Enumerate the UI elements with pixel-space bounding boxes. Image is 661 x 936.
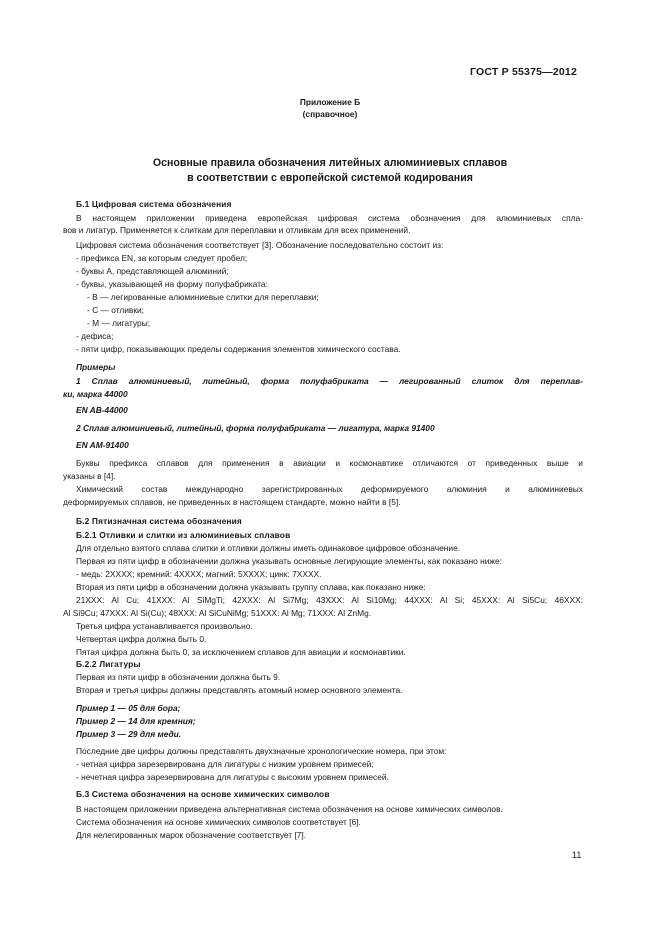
- section-heading-b2: Б.2 Пятизначная система обозначения: [76, 516, 242, 526]
- list-item: - В — легированные алюминиевые слитки для переплавки;: [87, 292, 319, 302]
- paragraph-line: вов и лигатур. Применяется к слиткам для переплавки и отливкам для всех применений.: [63, 225, 411, 235]
- paragraph-line: Система обозначения на основе химических символов соответствует [6].: [76, 817, 361, 827]
- paragraph-line: Четвертая цифра должна быть 0.: [76, 634, 207, 644]
- paragraph-line: Первая из пяти цифр в обозначении должна быть 9.: [76, 672, 281, 682]
- list-item: - М — лигатуры;: [87, 318, 151, 328]
- list-item: - дефиса;: [76, 331, 114, 341]
- paragraph-line: Химический состав международно зарегистрированных деформируемого алюминия и алюминиевых: [76, 484, 583, 494]
- list-item: - четная цифра зарезервирована для лигатуры с низким уровнем примесей;: [76, 759, 374, 769]
- paragraph-line: Цифровая система обозначения соответствует [3]. Обозначение последовательно состоит из:: [76, 240, 444, 250]
- subsection-heading-b2-2: Б.2.2 Лигатуры: [76, 659, 141, 669]
- appendix-kind: (справочное): [302, 109, 358, 119]
- page-number: 11: [572, 850, 582, 860]
- paragraph-line: деформируемых сплавов, не приведенных в настоящем стандарте, можно найти в [5].: [63, 497, 401, 507]
- example-line: ки, марка 44000: [63, 389, 128, 399]
- paragraph-line: Третья цифра устанавливается произвольно.: [76, 621, 253, 631]
- list-item: - нечетная цифра зарезервирована для лигатуры с высоким уровнем примесей.: [76, 772, 389, 782]
- example-line: 2 Сплав алюминиевый, литейный, форма полуфабриката — лигатура, марка 91400: [76, 423, 435, 433]
- paragraph-line: Для отдельно взятого сплава слитки и отливки должны иметь одинаковое цифровое обозначение.: [76, 543, 461, 553]
- paragraph-line: В настоящем приложении приведена европейская цифровая система обозначения для алюминиевых спла-: [76, 213, 583, 223]
- appendix-title-line-1: Основные правила обозначения литейных алюминиевых сплавов: [152, 157, 508, 169]
- paragraph-line: - медь: 2ХXXX; кремний: 4XXXX; магний: 5XXXX; цинк: 7XXXX.: [76, 569, 322, 579]
- example-line: 1 Сплав алюминиевый, литейный, форма полуфабриката — легированный слиток для переплав-: [76, 376, 583, 386]
- paragraph-line: Буквы префикса сплавов для применения в авиации и космонавтике отличаются от приведенных выше и: [76, 458, 583, 468]
- paragraph-line: Для нелегированных марок обозначение соответствует [7].: [76, 830, 307, 840]
- list-item: - пяти цифр, показывающих пределы содержания элементов химического состава.: [76, 344, 401, 354]
- example-code: EN AM-91400: [76, 440, 129, 450]
- paragraph-line: Al Si9Cu; 47XXX: Al Si(Cu); 48XXX: Al SiCuNiMg; 51XXX: Al Mg; 71XXX: Al ZnMg.: [63, 608, 372, 618]
- appendix-label: Приложение Б: [299, 97, 361, 107]
- paragraph-line: Пятая цифра должна быть 0, за исключением сплавов для авиации и космонавтики.: [76, 647, 406, 657]
- appendix-title-line-2: в соответствии с европейской системой кодирования: [187, 172, 473, 184]
- paragraph-line: указаны в [4].: [63, 471, 116, 481]
- example-line: Пример 2 — 14 для кремния;: [76, 716, 196, 726]
- paragraph-line: Первая из пяти цифр в обозначении должна указывать основные легирующие элементы, как показано ниже:: [76, 556, 503, 566]
- subsection-heading-b2-1: Б.2.1 Отливки и слитки из алюминиевых сплавов: [76, 530, 291, 540]
- paragraph-line: В настоящем приложении приведена альтернативная система обозначения на основе химических символов.: [76, 804, 503, 814]
- example-line: Пример 3 — 29 для меди.: [76, 729, 182, 739]
- list-item: - С — отливки;: [87, 305, 145, 315]
- examples-label: Примеры: [76, 362, 116, 372]
- paragraph-line: Вторая и третья цифры должны представлять атомный номер основного элемента.: [76, 685, 403, 695]
- example-code: EN AB-44000: [76, 405, 128, 415]
- list-item: - буквы А, представляющей алюминий;: [76, 266, 229, 276]
- section-heading-b3: Б.3 Система обозначения на основе химических символов: [76, 789, 330, 799]
- section-heading-b1: Б.1 Цифровая система обозначения: [76, 199, 232, 209]
- list-item: - буквы, указывающей на форму полуфабриката:: [76, 279, 268, 289]
- paragraph-line: Вторая из пяти цифр в обозначении должна указывать группу сплава, как показано ниже:: [76, 582, 426, 592]
- standard-number: ГОСТ Р 55375—2012: [470, 66, 578, 78]
- list-item: - префикса EN, за которым следует пробел;: [76, 253, 248, 263]
- example-line: Пример 1 — 05 для бора;: [76, 703, 181, 713]
- paragraph-line: 21XXX: Al Cu; 41XXX: Al SiMgTi; 42XXX: Al Si7Mg; 43XXX: Al Si10Mg; 44XXX: Al Si; 45XXX: Al Si5Cu; 46XXX:: [76, 595, 583, 605]
- paragraph-line: Последние две цифры должны представлять двухзначные хронологические номера, при этом:: [76, 746, 447, 756]
